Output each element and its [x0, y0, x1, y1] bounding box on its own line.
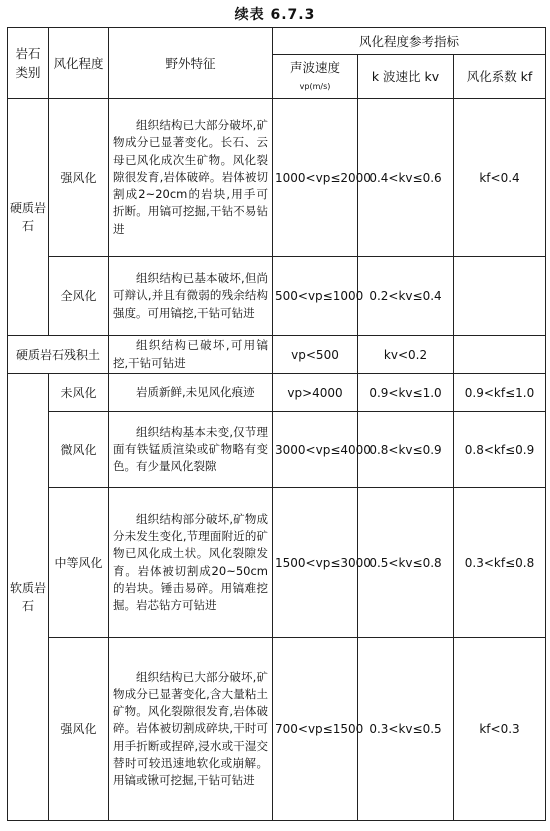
table-title: 续表 6.7.3	[234, 7, 316, 23]
header-wave-speed-label: 声波速度	[289, 59, 340, 75]
feature-cell: 组织结构已大部分破坏,矿物成分已显著变化,含大量粘土矿物。风化裂隙很发育,岩体破碎。岩体被切割成碎块,干时可用手折断或捏碎,浸水或干湿交替时可较迅速地软化或崩解。用镐或锹可挖掘,干钻可钻进	[109, 638, 273, 821]
vp-cell: 3000<vp≤4000	[273, 412, 358, 488]
feature-cell: 组织结构已破坏,可用镐挖,干钻可钻进	[109, 336, 273, 374]
vp-cell: vp>4000	[273, 374, 358, 412]
kv-cell: 0.4<kv≤0.6	[358, 99, 454, 257]
degree-cell: 中等风化	[49, 488, 109, 638]
kf-cell: 0.9<kf≤1.0	[454, 374, 546, 412]
vp-cell: 500<vp≤1000	[273, 257, 358, 336]
header-reference-indices: 风化程度参考指标	[273, 28, 546, 55]
vp-cell: 700<vp≤1500	[273, 638, 358, 821]
feature-cell: 组织结构基本未变,仅节理面有铁锰质渲染或矿物略有变色。有少量风化裂隙	[109, 412, 273, 488]
degree-cell: 未风化	[49, 374, 109, 412]
header-wave-speed	[273, 55, 358, 99]
vp-cell: vp<500	[273, 336, 358, 374]
degree-cell: 强风化	[49, 99, 109, 257]
feature-cell: 组织结构部分破坏,矿物成分未发生变化,节理面附近的矿物已风化成土状。风化裂隙发育。岩体被切割成20~50cm的岩块。锤击易碎。用镐难挖掘。岩芯钻方可钻进	[109, 488, 273, 638]
kf-cell: 0.8<kf≤0.9	[454, 412, 546, 488]
vp-cell: 1500<vp≤3000	[273, 488, 358, 638]
kv-cell: 0.5<kv≤0.8	[358, 488, 454, 638]
table-row	[8, 412, 546, 488]
kv-cell: 0.8<kv≤0.9	[358, 412, 454, 488]
kv-cell: 0.2<kv≤0.4	[358, 257, 454, 336]
feature-cell: 组织结构已大部分破坏,矿物成分已显著变化。长石、云母已风化成次生矿物。风化裂隙很发育,岩体破碎。岩体被切割成2~20cm的岩块,用手可折断。用镐可挖掘,干钻不易钻进	[109, 99, 273, 257]
header-wave-ratio: k 波速比 kv	[358, 55, 454, 99]
kf-cell	[454, 336, 546, 374]
vp-cell: 1000<vp≤2000	[273, 99, 358, 257]
kv-cell: 0.9<kv≤1.0	[358, 374, 454, 412]
degree-cell: 全风化	[49, 257, 109, 336]
kf-cell: 0.3<kf≤0.8	[454, 488, 546, 638]
rock-class-cell: 硬质岩石残积土	[8, 336, 109, 374]
table-row	[8, 374, 546, 412]
kv-cell: kv<0.2	[358, 336, 454, 374]
table-row	[8, 638, 546, 821]
degree-cell: 微风化	[49, 412, 109, 488]
header-wave-speed-unit: vp(m/s)	[299, 81, 331, 91]
weathering-table	[7, 27, 546, 821]
kf-cell: kf<0.4	[454, 99, 546, 257]
header-rock-class: 岩石类别	[8, 28, 49, 99]
rock-class-cell: 硬质岩石	[8, 99, 49, 336]
header-field-features: 野外特征	[109, 28, 273, 99]
header-weathering-degree: 风化程度	[49, 28, 109, 99]
kf-cell	[454, 257, 546, 336]
rock-class-cell: 软质岩石	[8, 374, 49, 821]
table-row	[8, 336, 546, 374]
kf-cell: kf<0.3	[454, 638, 546, 821]
feature-cell: 岩质新鲜,未见风化痕迹	[109, 374, 273, 412]
table-row	[8, 99, 546, 257]
table-row	[8, 488, 546, 638]
degree-cell: 强风化	[49, 638, 109, 821]
feature-cell: 组织结构已基本破坏,但尚可辩认,并且有微弱的残余结构强度。可用镐挖,干钻可钻进	[109, 257, 273, 336]
table-row	[8, 257, 546, 336]
header-weathering-coef: 风化系数 kf	[454, 55, 546, 99]
kv-cell: 0.3<kv≤0.5	[358, 638, 454, 821]
